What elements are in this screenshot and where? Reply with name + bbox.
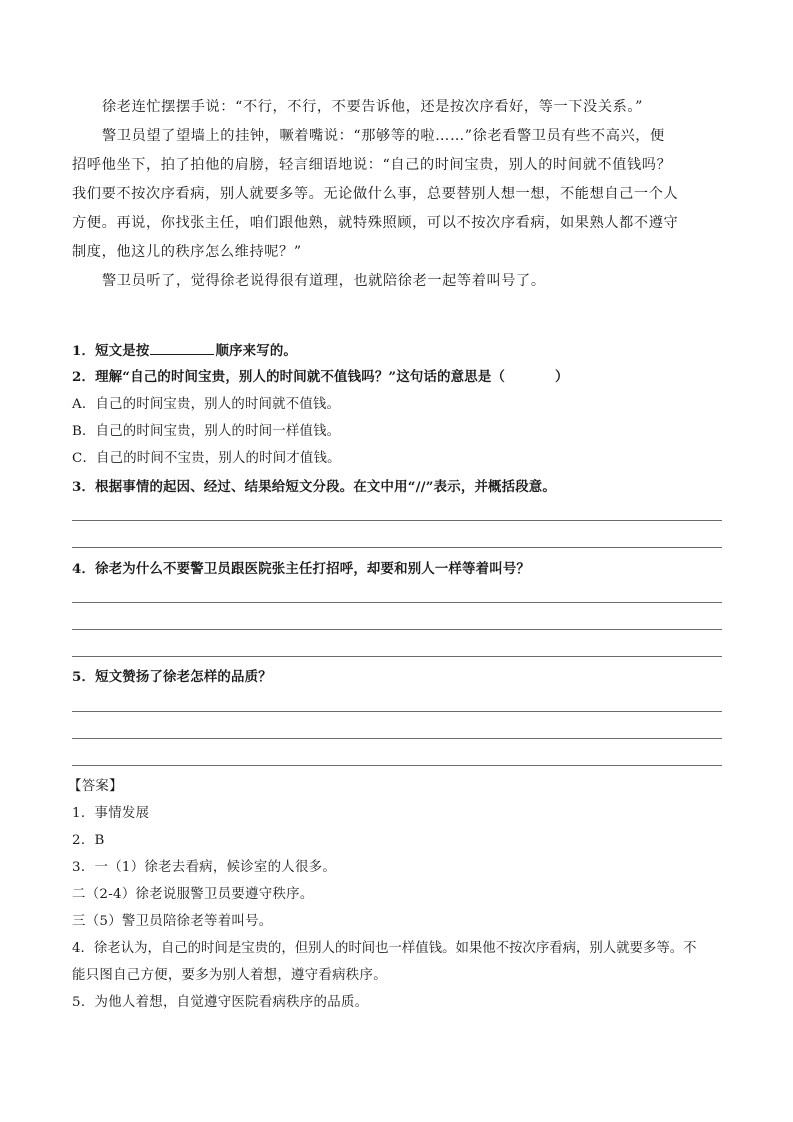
answer-line-text: 二（2-4）徐老说服警卫员要遵守秩序。 (72, 887, 314, 902)
answer-line[interactable] (72, 629, 722, 630)
answer-line-text: 三（5）警卫员陪徐老等着叫号。 (72, 914, 273, 929)
answer-line[interactable] (72, 520, 722, 521)
question-1-prefix: 1．短文是按 (72, 343, 150, 359)
answer-line-text: 能只图自己方便，要多为别人着想，遵守看病秩序。 (72, 968, 387, 983)
answer-line-text: 5．为他人着想，自觉遵守医院看病秩序的品质。 (72, 995, 369, 1010)
answer-line[interactable] (72, 765, 722, 766)
answer-line-text: 3．一（1）徐老去看病，候诊室的人很多。 (72, 860, 337, 875)
question-4: 4．徐老为什么不要警卫员跟医院张主任打招呼，却要和别人一样等着叫号？ (72, 561, 531, 577)
answer-line[interactable] (72, 711, 722, 712)
passage-line: 徐老连忙摆摆手说：“不行，不行，不要告诉他，还是按次序看好，等一下没关系。” (102, 99, 643, 115)
answer-line[interactable] (72, 547, 722, 548)
question-2-option-c[interactable]: C．自己的时间不宝贵，别人的时间才值钱。 (72, 451, 341, 466)
question-2-option-a[interactable]: A．自己的时间宝贵，别人的时间就不值钱。 (72, 397, 341, 412)
answer-line-text: 4．徐老认为，自己的时间是宝贵的，但别人的时间也一样值钱。如果他不按次序看病，别人就要多等。不 (72, 941, 697, 956)
passage-line: 制度，他这儿的秩序怎么维持呢？” (72, 244, 302, 260)
passage-line: 警卫员听了，觉得徐老说得很有道理，也就陪徐老一起等着叫号了。 (102, 273, 546, 289)
answer-line[interactable] (72, 602, 722, 603)
question-5: 5．短文赞扬了徐老怎样的品质？ (72, 669, 272, 685)
question-1-blank[interactable] (150, 340, 214, 355)
answer-line[interactable] (72, 738, 722, 739)
answer-heading: 【答案】 (68, 779, 123, 794)
question-1 (72, 340, 722, 361)
question-2-option-b[interactable]: B．自己的时间宝贵，别人的时间一样值钱。 (72, 424, 341, 439)
question-2 (72, 367, 722, 387)
passage-line: 招呼他坐下，拍了拍他的肩膀，轻言细语地说：“自己的时间宝贵，别人的时间就不值钱吗？ (72, 157, 672, 173)
passage-line: 警卫员望了望墙上的挂钟，噘着嘴说：“那够等的啦……”徐老看警卫员有些不高兴，便 (102, 128, 665, 144)
question-3: 3．根据事情的起因、经过、结果给短文分段。在文中用“//”表示，并概括段意。 (72, 479, 556, 495)
answer-line-text: 1．事情发展 (72, 806, 150, 821)
passage-line: 方便。再说，你找张主任，咱们跟他熟，就特殊照顾，可以不按次序看病，如果熟人都不遵守 (72, 215, 679, 231)
answer-line[interactable] (72, 656, 722, 657)
passage-line: 我们要不按次序看病，别人就要多等。无论做什么事，总要替别人想一想，不能想自己一个人 (72, 186, 679, 202)
question-2-stem: 2．理解“自己的时间宝贵，别人的时间就不值钱吗？”这句话的意思是（ (72, 369, 506, 385)
question-1-suffix: 顺序来写的。 (215, 343, 298, 359)
question-2-close: ） (555, 369, 569, 385)
answer-line-text: 2．B (72, 833, 105, 848)
